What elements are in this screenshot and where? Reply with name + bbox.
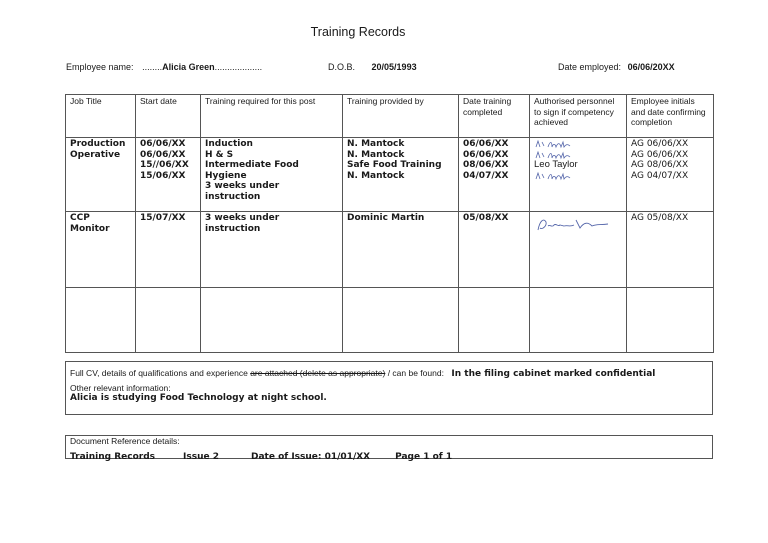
job-title-line: Operative [70,149,121,160]
employee-initials-line: AG 06/06/XX [631,149,689,160]
provided-by-cell [343,212,459,288]
date-completed-line: 04/07/XX [463,170,509,181]
cv-location: In the filing cabinet marked confidential [451,369,656,379]
employee-initials-line: AG 08/06/XX [631,160,689,170]
page-title: Training Records [310,25,406,39]
header-job-title: Job Title [66,95,136,138]
training-required-cell [201,138,343,212]
start-date-line: 06/06/XX [140,139,186,149]
table-row [66,288,714,353]
date-completed-cell [459,212,530,288]
reference-details [70,446,452,464]
employee-initials-line: AG 06/06/XX [631,139,689,149]
start-date-cell [136,138,201,212]
other-info-label: Other relevant information: [70,383,171,393]
employee-name-field [66,62,262,72]
dob-field [328,62,417,72]
reference-page: Page 1 of 1 [395,452,453,462]
employee-name-label: Employee name: [66,62,134,72]
authorised-name: Leo Taylor [534,159,578,170]
reference-name: Training Records [70,452,156,462]
job-title-line: CCP [70,213,90,223]
table-header-row [66,95,714,138]
date-employed-field [558,62,675,72]
job-title-line: Monitor [70,223,110,234]
employee-name-suffix: ................... [214,62,263,72]
date-completed-cell [459,138,530,212]
start-date-line: 15//06/XX [140,160,189,170]
header-date-completed: Date training completed [459,95,530,138]
header-start-date: Start date [136,95,201,138]
training-required-line: Hygiene [205,170,247,181]
employee-initials-line: AG 04/07/XX [631,170,689,181]
handwritten-signature [534,139,622,150]
reference-issue: Issue 2 [183,452,219,462]
table-row [66,212,714,288]
date-employed-value: 06/06/20XX [627,62,675,72]
other-info-value: Alicia is studying Food Technology at night school. [70,393,327,403]
employee-initials-line: AG 05/08/XX [631,213,689,223]
cv-label-struck: are attached (delete as appropriate) [250,368,386,378]
header-employee-initials: Employee initials and date confirming completion [627,95,714,138]
handwritten-signature [534,213,622,238]
empty-cell [343,288,459,353]
employee-initials-cell [627,138,714,212]
table-row [66,138,714,212]
job-title-cell [66,138,136,212]
provided-by-line: Safe Food Training [347,160,442,170]
date-completed-line: 08/06/XX [463,160,509,170]
header-authorised-personnel: Authorised personnel to sign if competency achieved [530,95,627,138]
training-required-line: 3 weeks under [205,213,280,223]
cv-details-line [70,363,655,381]
training-required-line: Induction [205,139,253,149]
employee-name-value: Alicia Green [162,62,215,72]
reference-label: Document Reference details: [70,436,180,446]
empty-cell [136,288,201,353]
training-required-cell [201,212,343,288]
training-required-line: Intermediate Food [205,160,299,170]
training-required-line: instruction [205,223,261,234]
empty-cell [459,288,530,353]
start-date-line: 06/06/XX [140,149,186,160]
job-title-line: Production [70,139,126,149]
employee-initials-cell [627,212,714,288]
training-required-line: H & S [205,149,234,160]
start-date-cell [136,212,201,288]
employee-name-prefix: ........ [142,62,163,72]
training-records-table [65,94,714,353]
start-date-line: 15/06/XX [140,170,186,181]
start-date-line: 15/07/XX [140,213,186,223]
date-completed-line: 06/06/XX [463,139,509,149]
header-training-provided-by: Training provided by [343,95,459,138]
authorised-personnel-cell [530,212,627,288]
cv-details-box [65,361,713,415]
empty-cell [201,288,343,353]
job-title-cell [66,212,136,288]
provided-by-line: Dominic Martin [347,213,425,223]
empty-cell [66,288,136,353]
dob-value: 20/05/1993 [371,62,417,72]
document-reference-box [65,435,713,462]
provided-by-line: N. Mantock [347,170,405,181]
training-required-line: instruction [205,191,261,202]
handwritten-signature [534,171,622,182]
date-completed-line: 06/06/XX [463,149,509,160]
date-employed-label: Date employed: [558,62,622,72]
training-required-line: 3 weeks under [205,181,280,191]
date-completed-line: 05/08/XX [463,213,509,223]
cv-label-after: / can be found: [385,368,444,378]
provided-by-line: N. Mantock [347,149,405,160]
provided-by-cell [343,138,459,212]
dob-label: D.O.B. [328,62,356,72]
reference-date-of-issue: Date of Issue: 01/01/XX [251,452,371,462]
cv-label: Full CV, details of qualifications and experience [70,368,251,378]
empty-cell [627,288,714,353]
header-training-required: Training required for this post [201,95,343,138]
provided-by-line: N. Mantock [347,139,405,149]
empty-cell [530,288,627,353]
authorised-personnel-cell [530,138,627,212]
